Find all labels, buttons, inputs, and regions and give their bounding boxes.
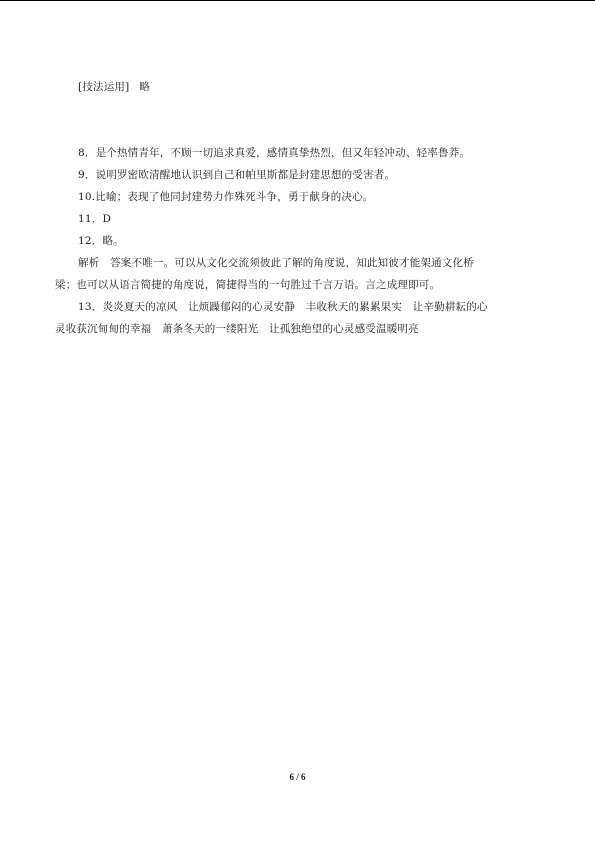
answer-12: 12．略。: [78, 235, 124, 247]
analysis-line-1: 解析 答案不唯一。可以从文化交流须彼此了解的角度说，知此知彼才能架通文化桥: [78, 257, 474, 269]
answer-13-line-2: 灵收获沉甸甸的幸福 萧条冬天的一缕阳光 让孤独绝望的心灵感受温暖明亮: [55, 323, 419, 335]
technique-label: [技法运用]: [78, 81, 130, 93]
answer-9: 9．说明罗密欧清醒地认识到自己和帕里斯都是封建思想的受害者。: [78, 169, 396, 181]
answer-8: 8．是个热情青年，不顾一切追求真爱，感情真挚热烈，但又年轻冲动、轻率鲁莽。: [78, 147, 471, 159]
answer-11: 11．D: [78, 213, 112, 225]
header-rule: [0, 0, 595, 1]
answer-13-line-1: 13．炎炎夏天的凉风 让烦躁郁闷的心灵安静 丰收秋天的累累果实 让辛勤耕耘的心: [78, 301, 488, 313]
analysis-line-2: 梁；也可以从语言简捷的角度说，简捷得当的一句胜过千言万语。言之成理即可。: [55, 279, 441, 291]
technique-value: 略: [139, 81, 151, 93]
page-number: 6 / 6: [289, 772, 306, 782]
technique-line: [78, 80, 150, 94]
answer-10: 10.比喻；表现了他同封建势力作殊死斗争，勇于献身的决心。: [78, 191, 374, 203]
